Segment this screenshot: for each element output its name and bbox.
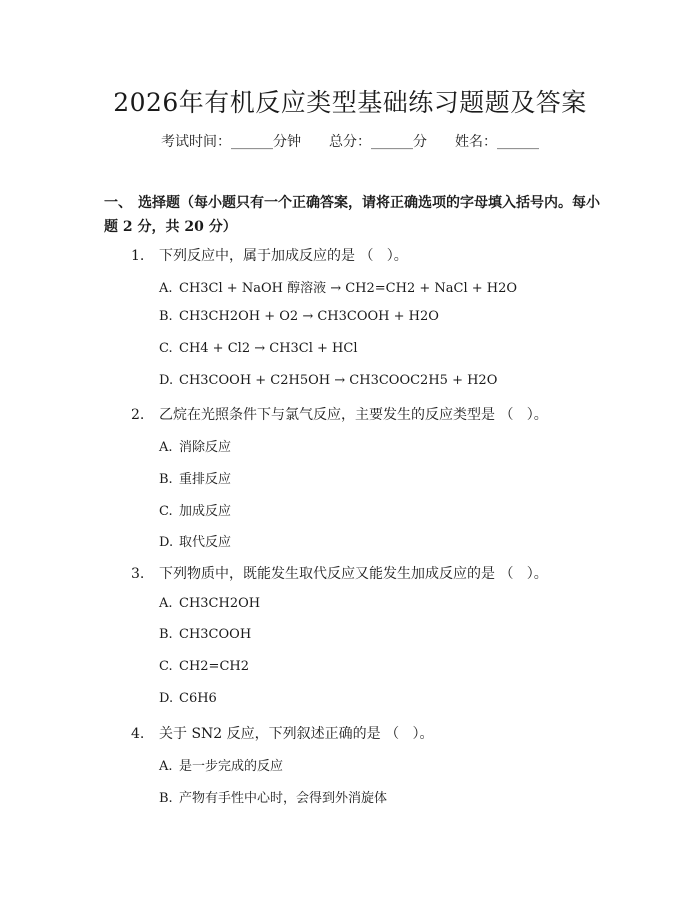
question-1 xyxy=(131,245,408,265)
option-text: CH3CH2OH xyxy=(179,596,261,611)
page-title: 2026年有机反应类型基础练习题题及答案 xyxy=(113,88,587,117)
section-heading xyxy=(104,191,604,239)
option-1d xyxy=(159,373,497,388)
section-number: 一、 xyxy=(104,195,132,211)
exam-time-field: 考试时间：______分钟 xyxy=(161,134,301,150)
option-letter: C. xyxy=(159,504,173,519)
exam-info xyxy=(0,131,700,151)
option-text: C6H6 xyxy=(179,691,217,706)
option-2b xyxy=(159,468,231,487)
option-3a xyxy=(159,596,260,611)
question-number: 3. xyxy=(131,566,145,582)
option-3c xyxy=(159,659,249,674)
option-letter: B. xyxy=(159,472,173,487)
option-letter: B. xyxy=(159,309,173,324)
question-3 xyxy=(131,563,548,583)
option-text: 重排反应 xyxy=(179,472,232,487)
question-2 xyxy=(131,404,548,424)
option-letter: A. xyxy=(159,759,173,774)
option-letter: B. xyxy=(159,791,173,806)
option-letter: D. xyxy=(159,691,174,706)
option-letter: A. xyxy=(159,440,173,455)
option-1c xyxy=(159,341,358,356)
option-letter: C. xyxy=(159,341,173,356)
student-name-field: 姓名：______ xyxy=(455,134,539,150)
option-1a xyxy=(159,277,517,296)
question-number: 2. xyxy=(131,407,145,423)
option-text: CH3Cl + NaOH 醇溶液 → CH2=CH2 + NaCl + H2O xyxy=(179,281,518,296)
option-letter: D. xyxy=(159,535,174,550)
option-4a xyxy=(159,755,283,774)
option-2d xyxy=(159,531,231,550)
option-letter: D. xyxy=(159,373,174,388)
option-2c xyxy=(159,500,231,519)
option-letter: C. xyxy=(159,659,173,674)
total-score-field: 总分：______分 xyxy=(329,134,427,150)
option-text: CH4 + Cl2 → CH3Cl + HCl xyxy=(179,341,358,356)
option-text: CH3COOH xyxy=(179,627,252,642)
option-letter: A. xyxy=(159,596,173,611)
section-instructions: 选择题（每小题只有一个正确答案，请将正确选项的字母填入括号内。每小题 2 分，共 20 分） xyxy=(104,195,600,235)
option-text: CH3COOH + C2H5OH → CH3COOC2H5 + H2O xyxy=(179,373,498,388)
option-letter: A. xyxy=(159,281,173,296)
option-3d xyxy=(159,691,217,706)
option-2a xyxy=(159,436,231,455)
option-text: 取代反应 xyxy=(179,535,232,550)
option-text: 消除反应 xyxy=(179,440,232,455)
question-text: 下列物质中，既能发生取代反应又能发生加成反应的是 （ ）。 xyxy=(159,566,548,582)
question-text: 关于 SN2 反应，下列叙述正确的是 （ ）。 xyxy=(159,726,434,742)
option-text: 产物有手性中心时，会得到外消旋体 xyxy=(179,791,388,806)
option-1b xyxy=(159,309,439,324)
option-4b xyxy=(159,787,387,806)
option-text: CH3CH2OH + O2 → CH3COOH + H2O xyxy=(179,309,439,324)
option-text: CH2=CH2 xyxy=(179,659,250,674)
question-4 xyxy=(131,723,433,743)
question-number: 4. xyxy=(131,726,145,742)
question-text: 乙烷在光照条件下与氯气反应，主要发生的反应类型是 （ ）。 xyxy=(159,407,548,423)
option-text: 加成反应 xyxy=(179,504,232,519)
option-3b xyxy=(159,627,251,642)
option-text: 是一步完成的反应 xyxy=(179,759,284,774)
option-letter: B. xyxy=(159,627,173,642)
question-text: 下列反应中，属于加成反应的是 （ ）。 xyxy=(159,248,408,264)
question-number: 1. xyxy=(131,248,145,264)
